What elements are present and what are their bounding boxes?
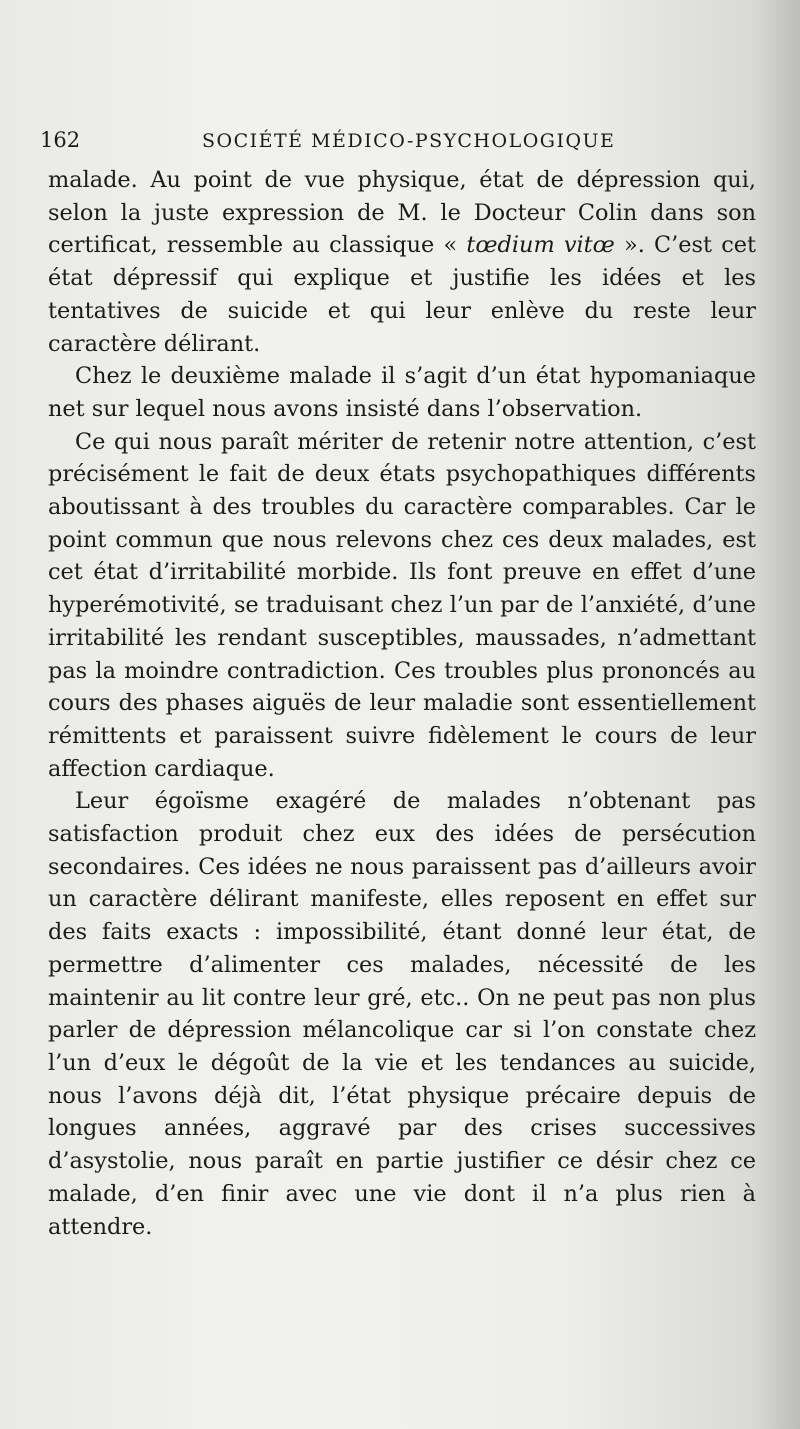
paragraph: Chez le deuxième malade il s’agit d’un état hypomaniaque net sur lequel nous avons insisté dans l’observation.: [48, 363, 756, 422]
book-page: [40, 128, 756, 1243]
running-head: [40, 128, 756, 164]
paragraph-text: malade. Au point de vue physique, état de dépression qui, selon la juste expression de M. le Docteur Colin dans son certificat, ressemble au classique «: [48, 167, 756, 259]
journal-title: SOCIÉTÉ MÉDICO-PSYCHOLOGIQUE: [202, 130, 616, 152]
body-text: [48, 164, 756, 1243]
paragraph-continuation: [48, 164, 756, 360]
paragraph: Leur égoïsme exagéré de malades n’obtenant pas satisfaction produit chez eux des idées de persécution secondaires. Ces idées ne nous paraissent pas d’ailleurs avoir un caractère délirant manifeste, elles reposent en effet sur des faits exacts : impossibilité, étant donné leur état, de permettre d’alimenter ces malades, nécessité de les maintenir au lit contre leur gré, etc.. On ne peut pas non plus parler de dépression mélancolique car si l’on constate chez l’un d’eux le dégoût de la vie et les tendances au suicide, nous l’avons déjà dit, l’état physique précaire depuis de longues années, aggravé par des crises successives d’asystolie, nous paraît en partie justifier ce désir chez ce malade, d’en finir avec une vie dont il n’a plus rien à attendre.: [48, 788, 756, 1240]
page-number: 162: [40, 128, 81, 152]
paragraph-text: ». C’est cet état dépressif qui explique et justifie les idées et les tentatives de suicide et qui leur enlève du reste leur caractère délirant.: [48, 232, 756, 357]
latin-phrase: tœdium vitœ: [466, 232, 615, 259]
paragraph: Ce qui nous paraît mériter de retenir notre attention, c’est précisément le fait de deux états psychopathiques différents aboutissant à des troubles du caractère comparables. Car le point commun que nous relevons chez ces deux malades, est cet état d’irritabilité morbide. Ils font preuve en effet d’une hyperémotivité, se traduisant chez l’un par de l’anxiété, d’une irritabilité les rendant susceptibles, maussades, n’admettant pas la moindre contradiction. Ces troubles plus prononcés au cours des phases aiguës de leur maladie sont essentiellement rémittents et paraissent suivre fidèlement le cours de leur affection cardiaque.: [48, 428, 756, 782]
